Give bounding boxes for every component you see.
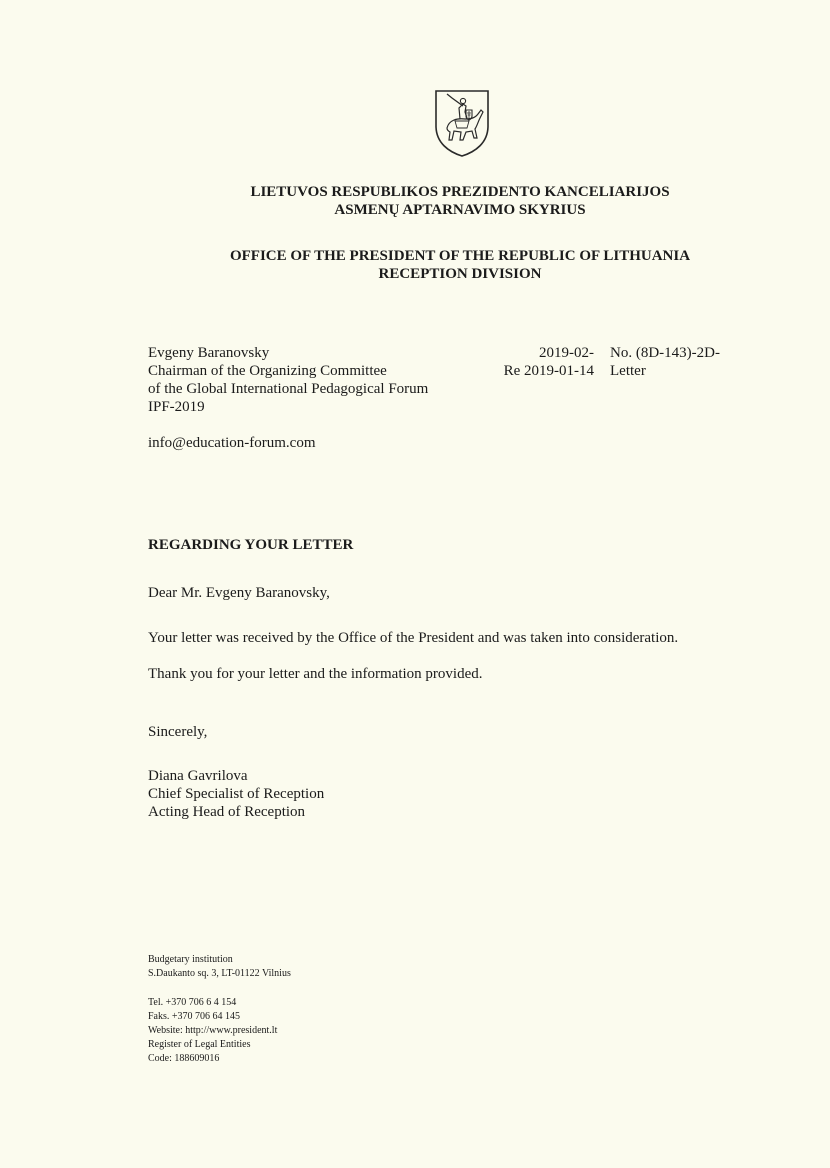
salutation: Dear Mr. Evgeny Baranovsky,: [148, 585, 330, 601]
coat-of-arms-icon: [433, 88, 491, 158]
footer-institution: Budgetary institution: [148, 954, 233, 965]
header-en-line2: RECEPTION DIVISION: [378, 266, 542, 282]
reference-number: No. (8D-143)-2D-: [610, 345, 720, 361]
letter-subject: REGARDING YOUR LETTER: [148, 537, 354, 553]
signer-position-2: Acting Head of Reception: [148, 804, 306, 820]
recipient-title-line3: IPF-2019: [148, 399, 205, 415]
header-lt-line1: LIETUVOS RESPUBLIKOS PREZIDENTO KANCELIARIJOS: [250, 184, 670, 200]
signature-block: [148, 767, 324, 821]
header-english: [180, 247, 740, 283]
footer-website: Website: http://www.president.lt: [148, 1025, 278, 1036]
recipient-name: Evgeny Baranovsky: [148, 345, 270, 361]
signer-name: Diana Gavrilova: [148, 768, 248, 784]
recipient-title-line2: of the Global International Pedagogical Forum: [148, 381, 429, 397]
reference-dates: [480, 344, 594, 380]
paragraph-1: Your letter was received by the Office of the President and was taken into consideration.: [148, 630, 679, 646]
recipient-title-line1: Chairman of the Organizing Committee: [148, 363, 387, 379]
reference-number-block: [610, 344, 720, 380]
signer-position-1: Chief Specialist of Reception: [148, 786, 325, 802]
header-en-line1: OFFICE OF THE PRESIDENT OF THE REPUBLIC OF LITHUANIA: [229, 248, 691, 264]
footer-address: S.Daukanto sq. 3, LT-01122 Vilnius: [148, 968, 291, 979]
header-lithuanian: [200, 183, 720, 219]
letter-date: 2019-02-: [539, 345, 594, 361]
footer-tel: Tel. +370 706 6 4 154: [148, 997, 237, 1008]
footer-register: Register of Legal Entities: [148, 1039, 251, 1050]
footer-fax: Faks. +370 706 64 145: [148, 1011, 241, 1022]
footer-address-block: [148, 953, 291, 981]
reference-type: Letter: [610, 363, 646, 379]
header-lt-line2: ASMENŲ APTARNAVIMO SKYRIUS: [334, 202, 586, 218]
recipient-block: [148, 344, 428, 416]
recipient-email: info@education-forum.com: [148, 435, 316, 451]
closing: Sincerely,: [148, 724, 208, 740]
paragraph-2: Thank you for your letter and the information provided.: [148, 666, 483, 682]
re-date: Re 2019-01-14: [503, 363, 594, 379]
footer-code: Code: 188609016: [148, 1053, 220, 1064]
footer-contact-block: [148, 996, 277, 1066]
